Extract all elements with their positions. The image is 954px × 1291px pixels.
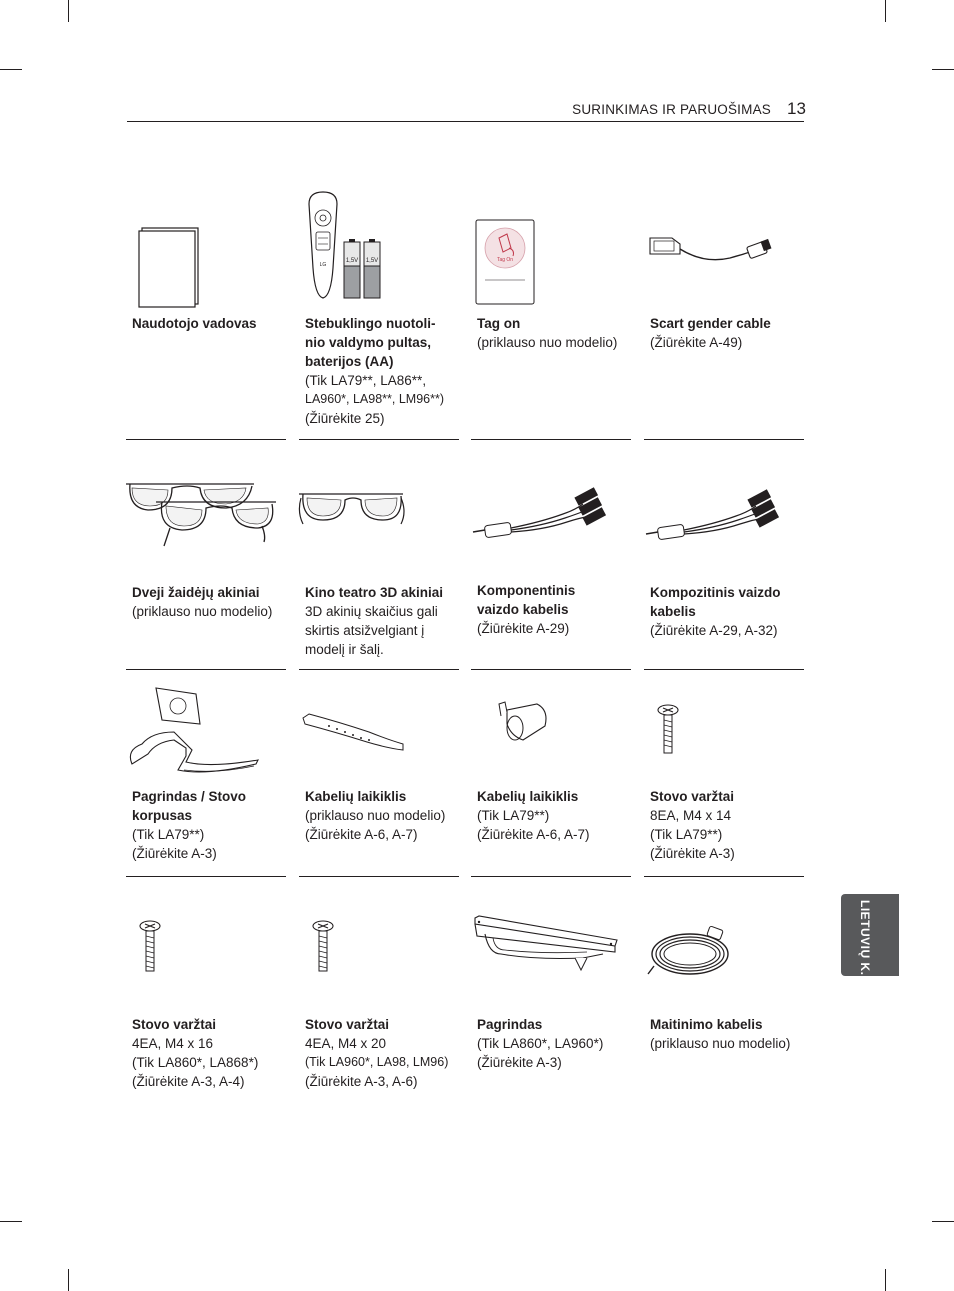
item-detail: skirtis atsižvelgiant į [305, 623, 425, 638]
item-detail: (Žiūrėkite A-6, A-7) [477, 827, 590, 842]
item-rule [299, 669, 459, 670]
crop-mark [68, 0, 69, 22]
item-title: baterijos (AA) [305, 354, 394, 369]
language-tab [841, 894, 899, 976]
item-rule [471, 669, 631, 670]
crop-mark [885, 0, 886, 22]
component-cable-icon [471, 484, 631, 544]
header-rule [127, 121, 804, 122]
item-rule [471, 876, 631, 877]
item-text [477, 314, 617, 352]
section-title: SURINKIMAS IR PARUOŠIMAS [572, 102, 771, 117]
item-rule [299, 439, 459, 440]
item-detail: (priklauso nuo modelio) [650, 1036, 791, 1051]
tag-label: Tag On [496, 257, 514, 263]
item-text [132, 1015, 258, 1091]
item-text [132, 787, 246, 863]
item-detail: (Žiūrėkite A-3, A-4) [132, 1074, 245, 1089]
cable-holder-icon [471, 696, 631, 756]
item-detail: (Tik LA79**) [477, 808, 550, 823]
item-detail: 8EA, M4 x 14 [650, 808, 732, 823]
crop-mark [0, 69, 22, 70]
battery-label: 1,5V [365, 258, 379, 264]
item-title: Kino teatro 3D akiniai [305, 585, 444, 600]
item-text [305, 583, 443, 659]
item-detail: (Žiūrėkite A-3) [650, 846, 735, 861]
screw-icon [126, 918, 286, 974]
item-title: Pagrindas [477, 1017, 543, 1032]
battery-label: 1,5V [345, 258, 359, 264]
item-detail: (Žiūrėkite A-3) [477, 1055, 562, 1070]
scart-cable-icon [644, 230, 804, 290]
item-title: Tag on [477, 316, 521, 331]
item-detail: (priklauso nuo modelio) [305, 808, 446, 823]
item-title: Kabelių laikiklis [305, 789, 407, 804]
item-detail: (Tik LA79**) [650, 827, 723, 842]
item-text [650, 314, 771, 352]
tag-on-icon [471, 218, 631, 308]
item-rule [126, 439, 286, 440]
item-text [650, 583, 781, 640]
item-title: Pagrindas / Stovo [132, 789, 247, 804]
item-text [305, 1015, 448, 1091]
magic-remote-icon [299, 190, 459, 310]
composite-cable-icon [644, 484, 804, 544]
item-rule [299, 876, 459, 877]
crop-mark [932, 69, 954, 70]
item-title: vaizdo kabelis [477, 602, 569, 617]
item-title: Dveji žaidėjų akiniai [132, 585, 260, 600]
item-title: korpusas [132, 808, 193, 823]
stand-body-icon [126, 684, 286, 776]
page-number: 13 [787, 99, 806, 118]
item-rule [644, 876, 804, 877]
item-detail: (Tik LA860*, LA960*) [477, 1036, 604, 1051]
manual-icon [126, 220, 286, 310]
item-title: Maitinimo kabelis [650, 1017, 763, 1032]
item-text [305, 787, 445, 844]
cable-tie-icon [299, 710, 459, 760]
item-title: Scart gender cable [650, 316, 771, 331]
item-detail: (Žiūrėkite A-29, A-32) [650, 623, 778, 638]
item-detail: (Žiūrėkite A-6, A-7) [305, 827, 418, 842]
item-title: nio valdymo pultas, [305, 335, 432, 350]
item-detail: (Žiūrėkite A-49) [650, 335, 743, 350]
item-detail: LA960*, LA98**, LM96**) [305, 392, 444, 406]
power-cord-icon [644, 922, 804, 982]
item-text [477, 1015, 603, 1072]
lg-logo: LG [319, 262, 327, 268]
item-text [132, 314, 257, 333]
item-text [650, 787, 735, 863]
item-detail: (Tik LA79**, LA86**, [305, 373, 427, 388]
crop-mark [68, 1269, 69, 1291]
item-rule [471, 439, 631, 440]
item-rule [126, 669, 286, 670]
crop-mark [932, 1221, 954, 1222]
item-title: kabelis [650, 604, 696, 619]
cinema-3d-glasses-icon [299, 488, 459, 538]
item-title: Komponentinis [477, 583, 576, 598]
item-rule [644, 439, 804, 440]
item-title: Stovo varžtai [132, 1017, 217, 1032]
item-detail: modelį ir šalį. [305, 642, 384, 657]
item-title: Kabelių laikiklis [477, 789, 579, 804]
dual-play-glasses-icon [126, 478, 286, 552]
item-text [477, 787, 590, 844]
item-text [132, 583, 272, 621]
item-detail: 4EA, M4 x 16 [132, 1036, 214, 1051]
item-text [477, 581, 575, 638]
item-detail: (Tik LA960*, LA98, LM96) [305, 1055, 449, 1069]
item-detail: (priklauso nuo modelio) [132, 604, 273, 619]
item-detail: (Tik LA79**) [132, 827, 205, 842]
item-rule [644, 669, 804, 670]
item-rule [126, 876, 286, 877]
screw-icon [299, 918, 459, 974]
item-text [650, 1015, 790, 1053]
item-detail: (priklauso nuo modelio) [477, 335, 618, 350]
screw-icon [644, 702, 804, 758]
item-title: Naudotojo vadovas [132, 316, 257, 331]
language-tab-label: LIETUVIŲ K. [858, 900, 872, 976]
stand-base-icon [471, 914, 631, 974]
item-detail: (Tik LA860*, LA868*) [132, 1055, 259, 1070]
item-title: Stovo varžtai [650, 789, 735, 804]
item-detail: (Žiūrėkite A-3) [132, 846, 217, 861]
item-title: Stebuklingo nuotoli- [305, 316, 436, 331]
item-title: Kompozitinis vaizdo [650, 585, 781, 600]
item-detail: 3D akinių skaičius gali [305, 604, 438, 619]
item-detail: (Žiūrėkite A-29) [477, 621, 570, 636]
item-text [305, 314, 444, 428]
crop-mark [885, 1269, 886, 1291]
item-detail: 4EA, M4 x 20 [305, 1036, 387, 1051]
item-title: Stovo varžtai [305, 1017, 390, 1032]
item-detail: (Žiūrėkite 25) [305, 411, 385, 426]
item-detail: (Žiūrėkite A-3, A-6) [305, 1074, 418, 1089]
crop-mark [0, 1221, 22, 1222]
